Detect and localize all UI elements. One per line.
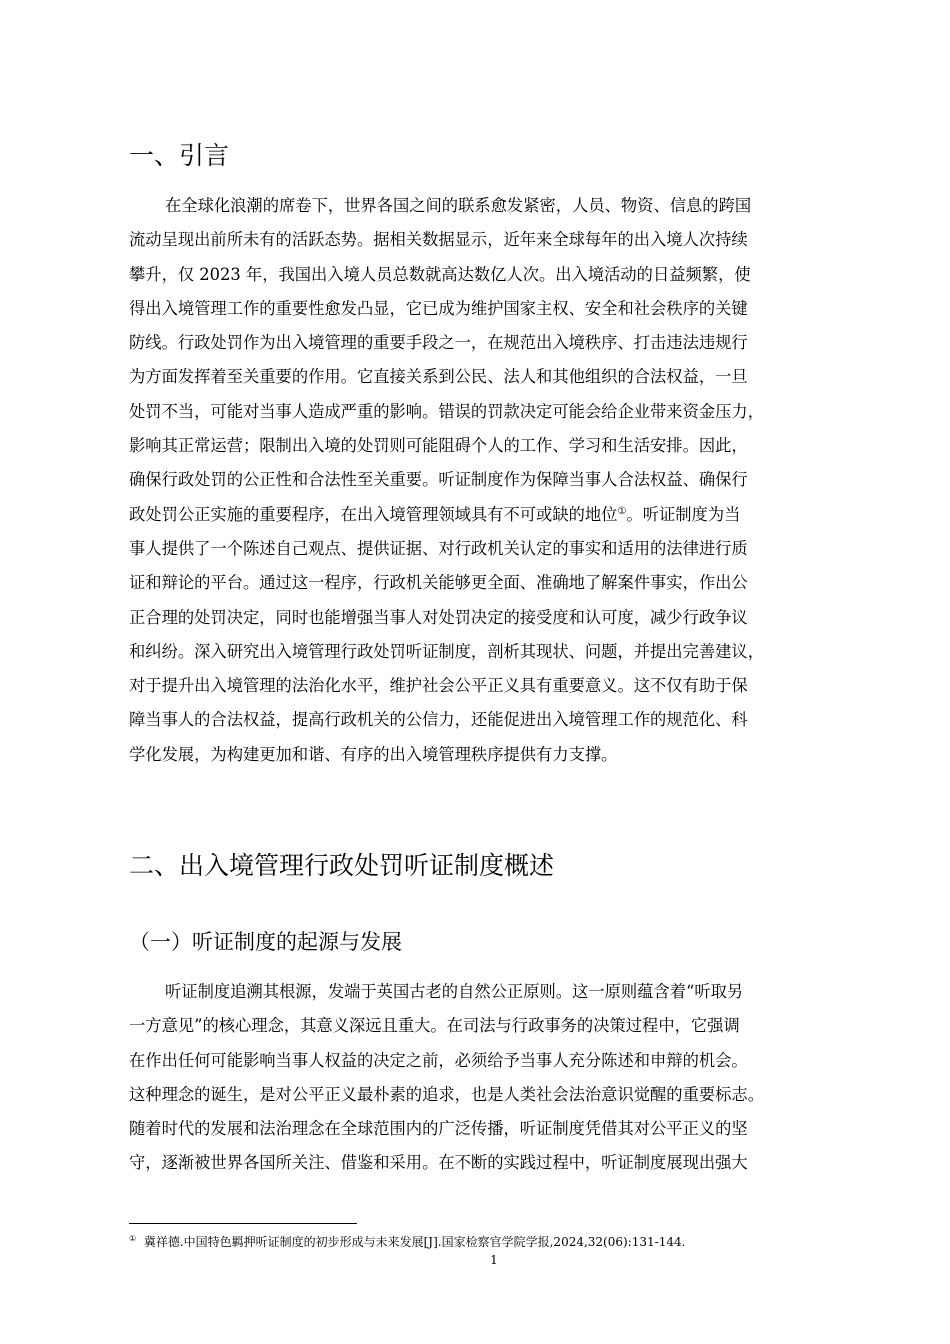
paragraph-line: 确保行政处罚的公正性和合法性至关重要。听证制度作为保障当事人合法权益、确保行	[129, 470, 748, 490]
paragraph-line: 随着时代的发展和法治理念在全球范围内的广泛传播，听证制度凭借其对公平正义的坚	[129, 1119, 748, 1139]
paragraph-line: 学化发展，为构建更加和谐、有序的出入境管理秩序提供有力支撑。	[129, 744, 618, 764]
paragraph-line-with-footnote	[129, 498, 864, 532]
footnote-divider	[129, 1223, 357, 1224]
footnote-reference[interactable]: ①	[617, 505, 627, 517]
paragraph-line: 处罚不当，可能对当事人造成严重的影响。错误的罚款决定可能会给企业带来资金压力，	[129, 401, 764, 421]
footnote	[129, 1234, 685, 1250]
paragraph-line: 和纠纷。深入研究出入境管理行政处罚听证制度，剖析其现状、问题，并提出完善建议，	[129, 641, 764, 661]
subsection-heading-origin: （一）听证制度的起源与发展	[129, 930, 402, 954]
paragraph-line-tail: 。听证制度为当	[626, 504, 741, 524]
paragraph-line: 这种理念的诞生，是对公平正义最朴素的追求，也是人类社会法治意识觉醒的重要标志。	[129, 1084, 764, 1104]
paragraph-line: 防线。行政处罚作为出入境管理的重要手段之一，在规范出入境秩序、打击违法违规行	[129, 333, 748, 353]
footnote-text: 冀祥德.中国特色羁押听证制度的初步形成与未来发展[J].国家检察官学院学报,2024,32(06):131-144.	[143, 1235, 686, 1249]
paragraph-line: 事人提供了一个陈述自己观点、提供证据、对行政机关认定的事实和适用的法律进行质	[129, 538, 748, 558]
paragraph-line: 障当事人的合法权益，提高行政机关的公信力，还能促进出入境管理工作的规范化、科	[129, 710, 748, 730]
paragraph-line: 守，逐渐被世界各国所关注、借鉴和采用。在不断的实践过程中，听证制度展现出强大	[129, 1153, 748, 1173]
section-heading-overview: 二、出入境管理行政处罚听证制度概述	[129, 851, 555, 880]
paragraph-line: 在作出任何可能影响当事人权益的决定之前，必须给予当事人充分陈述和申辩的机会。	[129, 1050, 748, 1070]
paragraph-line: 正合理的处罚决定，同时也能增强当事人对处罚决定的接受度和认可度，减少行政争议	[129, 607, 748, 627]
section-heading-introduction: 一、引言	[129, 141, 230, 170]
paragraph-line-text: 政处罚公正实施的重要程序，在出入境管理领域具有不可或缺的地位	[129, 504, 618, 524]
page-number: 1	[490, 1253, 498, 1267]
paragraph-line: 影响其正常运营；限制出入境的处罚则可能阻碍个人的工作、学习和生活安排。因此，	[129, 436, 748, 456]
footnote-marker: ①	[129, 1234, 137, 1243]
introduction-paragraph	[129, 189, 864, 772]
paragraph-line: 为方面发挥着至关重要的作用。它直接关系到公民、法人和其他组织的合法权益，一旦	[129, 367, 748, 387]
paragraph-line: 得出入境管理工作的重要性愈发凸显，它已成为维护国家主权、安全和社会秩序的关键	[129, 298, 748, 318]
paragraph-line: 证和辩论的平台。通过这一程序，行政机关能够更全面、准确地了解案件事实，作出公	[129, 573, 748, 593]
paragraph-line: 对于提升出入境管理的法治化水平，维护社会公平正义具有重要意义。这不仅有助于保	[129, 676, 748, 696]
paragraph-line: 流动呈现出前所未有的活跃态势。据相关数据显示，近年来全球每年的出入境人次持续	[129, 230, 748, 250]
paragraph-line: 一方意见”的核心理念，其意义深远且重大。在司法与行政事务的决策过程中，它强调	[129, 1016, 740, 1036]
paragraph-line: 攀升，仅 2023 年，我国出入境人员总数就高达数亿人次。出入境活动的日益频繁，使	[129, 264, 751, 284]
origin-paragraph	[129, 975, 864, 1181]
paragraph-line: 听证制度追溯其根源，发端于英国古老的自然公正原则。这一原则蕴含着“听取另	[165, 982, 744, 1001]
paragraph-line: 在全球化浪潮的席卷下，世界各国之间的联系愈发紧密，人员、物资、信息的跨国	[165, 196, 752, 215]
